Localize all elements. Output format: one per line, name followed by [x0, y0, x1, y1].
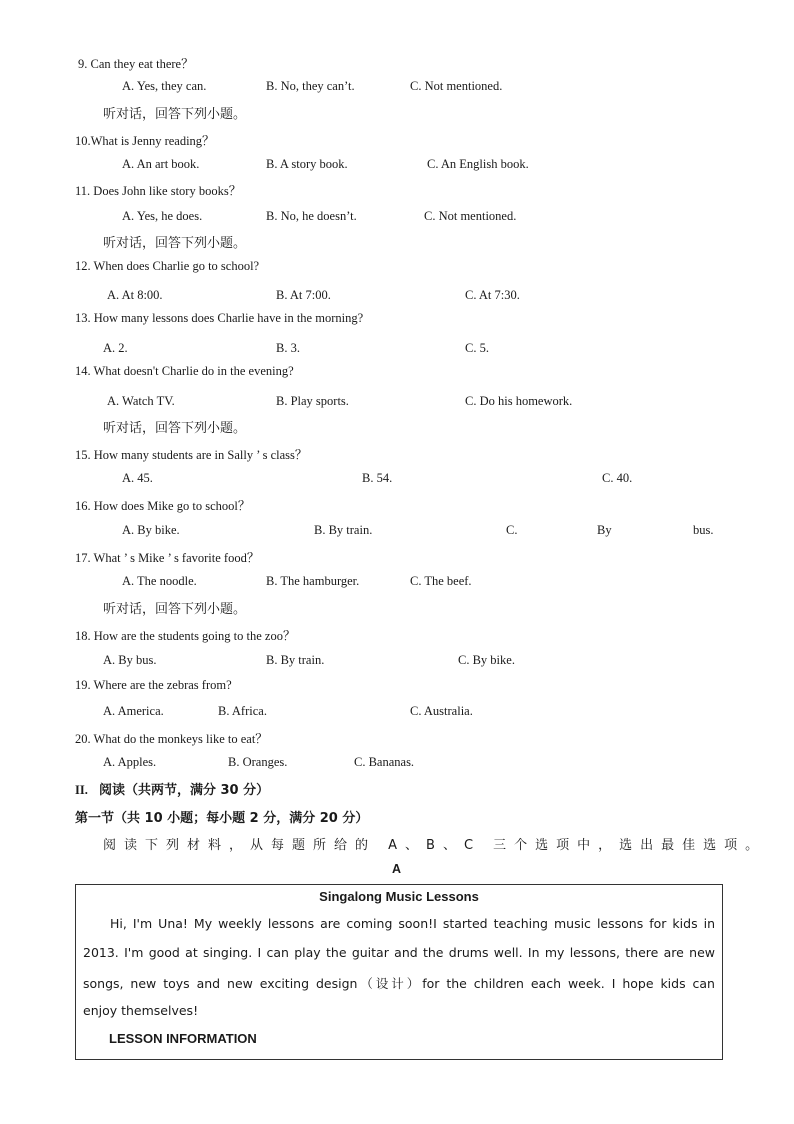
question-14-option-c: C. Do his homework.: [465, 394, 573, 408]
question-14-option-a: A. Watch TV.: [107, 394, 175, 408]
question-13-option-b: B. 3.: [276, 341, 300, 355]
section-2-title: 阅读（共两节，满分 30 分）: [98, 783, 270, 798]
question-15-option-b: B. 54.: [362, 471, 393, 485]
section-2-label: II.: [75, 783, 88, 797]
question-13-option-c: C. 5.: [465, 341, 489, 355]
instruction-3: 听对话，回答下列小题。: [103, 421, 247, 436]
question-9-stem: 9. Can they eat there？: [78, 57, 194, 71]
question-15-option-c: C. 40.: [602, 471, 633, 485]
question-17-option-c: C. The beef.: [410, 574, 472, 588]
question-20-stem: 20. What do the monkeys like to eat？: [75, 732, 268, 746]
question-18-option-a: A. By bus.: [103, 653, 157, 667]
section-2-heading: [75, 779, 269, 798]
question-10-stem: 10.What is Jenny reading？: [75, 134, 215, 148]
question-16-stem: 16. How does Mike go to school？: [75, 499, 251, 513]
passage-line-2: 2013. I'm good at singing. I can play the guitar and the drums well. In my lessons, there are new: [83, 945, 715, 960]
part-1-heading: 第一节（共 10 小题；每小题 2 分，满分 20 分）: [75, 811, 369, 826]
passage-box: [75, 884, 723, 1060]
question-14-option-b: B. Play sports.: [276, 394, 349, 408]
question-11-stem: 11. Does John like story books？: [75, 184, 242, 198]
question-9-option-b: B. No, they can’t.: [266, 79, 355, 93]
question-10-option-c: C. An English book.: [427, 157, 529, 171]
passage-line-4: enjoy themselves!: [83, 1003, 199, 1018]
question-12-stem: 12. When does Charlie go to school?: [75, 259, 260, 273]
question-20-option-c: C. Bananas.: [354, 755, 415, 769]
question-19-option-c: C. Australia.: [410, 704, 473, 718]
question-15-stem: 15. How many students are in Sally ’ s class？: [75, 448, 308, 462]
question-13-stem: 13. How many lessons does Charlie have in the morning?: [75, 311, 364, 325]
question-12-option-a: A. At 8:00.: [107, 288, 163, 302]
passage-title: Singalong Music Lessons: [319, 889, 479, 904]
question-10-option-a: A. An art book.: [122, 157, 200, 171]
question-19-option-a: A. America.: [103, 704, 164, 718]
question-9-option-c: C. Not mentioned.: [410, 79, 503, 93]
question-20-option-a: A. Apples.: [103, 755, 157, 769]
question-18-option-b: B. By train.: [266, 653, 325, 667]
question-11-option-a: A. Yes, he does.: [122, 209, 203, 223]
instruction-4: 听对话，回答下列小题。: [103, 602, 247, 617]
question-14-stem: 14. What doesn't Charlie do in the evening?: [75, 364, 294, 378]
question-19-option-b: B. Africa.: [218, 704, 267, 718]
question-15-option-a: A. 45.: [122, 471, 153, 485]
question-17-option-b: B. The hamburger.: [266, 574, 360, 588]
question-19-stem: 19. Where are the zebras from?: [75, 678, 232, 692]
question-16-option-b: B. By train.: [314, 523, 373, 537]
question-18-stem: 18. How are the students going to the zoo？: [75, 629, 296, 643]
question-18-option-c: C. By bike.: [458, 653, 515, 667]
question-20-option-b: B. Oranges.: [228, 755, 288, 769]
lesson-information-heading: LESSON INFORMATION: [109, 1031, 257, 1046]
question-17-option-a: A. The noodle.: [122, 574, 197, 588]
passage-line-1: Hi, I'm Una! My weekly lessons are coming soon!I started teaching music lessons for kids in: [110, 916, 715, 931]
question-10-option-b: B. A story book.: [266, 157, 348, 171]
question-13-option-a: A. 2.: [103, 341, 128, 355]
instruction-1: 听对话，回答下列小题。: [103, 107, 247, 122]
question-12-option-b: B. At 7:00.: [276, 288, 331, 302]
passage-label: A: [392, 862, 402, 876]
question-17-stem: 17. What ’ s Mike ’ s favorite food？: [75, 551, 260, 565]
question-9-option-a: A. Yes, they can.: [122, 79, 207, 93]
question-16-option-c-letter: C.: [506, 523, 518, 537]
question-11-option-c: C. Not mentioned.: [424, 209, 517, 223]
instruction-2: 听对话，回答下列小题。: [103, 236, 247, 251]
passage-line-3: songs, new toys and new exciting design（设计）for the children each week. I hope kids can: [83, 976, 715, 991]
question-16-option-a: A. By bike.: [122, 523, 180, 537]
question-11-option-b: B. No, he doesn’t.: [266, 209, 357, 223]
reading-directions: 阅读下列材料，从每题所给的 A、B、C 三个选项中，选出最佳选项。: [103, 838, 767, 853]
question-16-option-c-word1: By: [597, 523, 612, 537]
question-12-option-c: C. At 7:30.: [465, 288, 520, 302]
question-16-option-c-word2: bus.: [693, 523, 714, 537]
